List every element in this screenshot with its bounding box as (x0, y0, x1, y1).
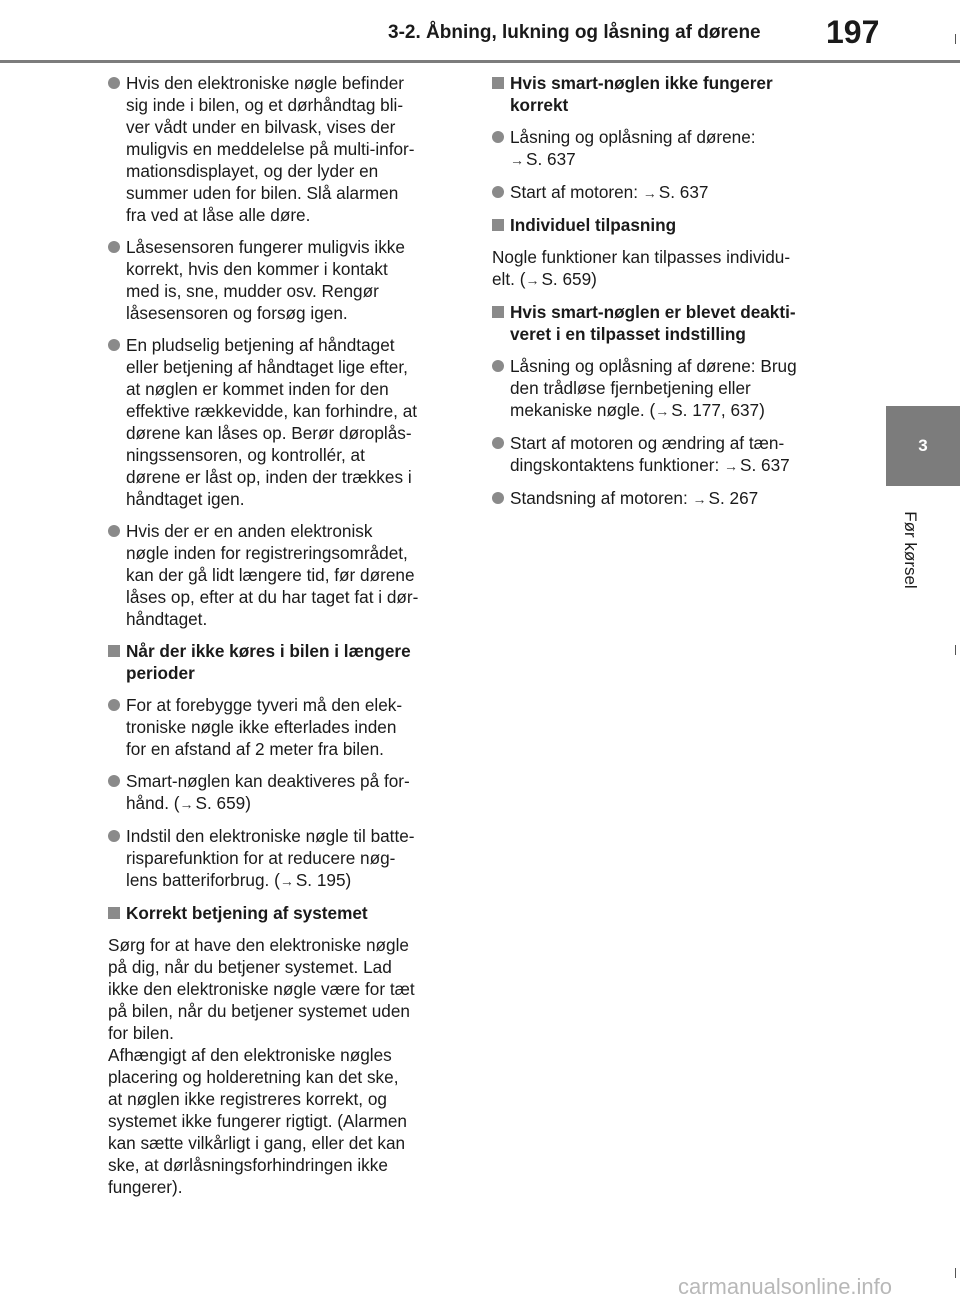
page-reference[interactable]: S. 177, 637) (671, 400, 765, 420)
paragraph-text: Nogle funktioner kan tilpasses individu- elt. ( (492, 247, 791, 289)
list-item (108, 334, 464, 510)
paragraph (492, 246, 844, 291)
arrow-right-icon: → (642, 185, 657, 201)
arrow-right-icon: → (510, 152, 524, 168)
item-text (510, 355, 844, 422)
circle-bullet-icon (108, 775, 120, 787)
item-text (126, 770, 464, 815)
heading-text: Når der ikke køres i bilen i længere perioder (126, 641, 411, 683)
circle-bullet-icon (108, 699, 120, 711)
item-text (510, 432, 844, 477)
page-reference[interactable]: S. 659) (195, 793, 251, 813)
chapter-tab[interactable] (886, 406, 960, 486)
square-bullet-icon (492, 219, 504, 231)
circle-bullet-icon (492, 492, 504, 504)
heading-text: Hvis smart-nøglen er blevet deakti- veret i en tilpasset indstilling (510, 302, 796, 344)
section-heading (492, 301, 844, 345)
item-text-prefix: Start af motoren og ændring af tæn- dingskontaktens funktioner: (510, 433, 785, 475)
list-item (492, 432, 844, 477)
list-item (108, 72, 464, 226)
item-text (126, 825, 464, 892)
circle-bullet-icon (108, 525, 120, 537)
item-text (510, 126, 844, 171)
list-item (492, 181, 844, 204)
item-text (510, 181, 844, 204)
list-item (492, 487, 844, 510)
crop-mark (955, 1268, 956, 1278)
crop-mark (955, 34, 956, 44)
item-text-prefix: Låsning og oplåsning af dørene: Brug den trådløse fjernbetjening eller mekaniske nøgle. ( (510, 356, 797, 420)
list-item (108, 694, 464, 760)
paragraph: Sørg for at have den elektroniske nøgle på dig, når du betjener systemet. Lad ikke den elektroniske nøgle være for tæt på bilen, når du betjener systemet uden for bilen. Afhængigt af den elektroniske nøgles placering og holderetning kan det ske, at nøglen ikke registreres korrekt, og systemet ikke fungerer rigtigt. (Alarmen kan sætte vilkårligt i gang, eller det kan ske, at dørlåsningsforhindringen ikke fungerer). (108, 935, 415, 1197)
square-bullet-icon (108, 645, 120, 657)
list-item (108, 770, 464, 815)
arrow-right-icon: → (179, 796, 194, 812)
page-header (0, 0, 960, 70)
chapter-label: Før kørsel (901, 511, 920, 589)
circle-bullet-icon (492, 186, 504, 198)
header-divider (0, 60, 960, 63)
item-text-prefix: Indstil den elektroniske nøgle til batte- risparefunktion for at reducere nøg- lens batteriforbrug. ( (126, 826, 415, 890)
section-heading (108, 640, 464, 684)
page-reference[interactable]: S. 637 (740, 455, 790, 475)
square-bullet-icon (492, 306, 504, 318)
arrow-right-icon: → (655, 403, 670, 419)
circle-bullet-icon (492, 437, 504, 449)
arrow-right-icon: → (692, 491, 707, 507)
section-heading (492, 214, 844, 236)
page-reference[interactable]: S. 659) (541, 269, 597, 289)
crop-mark (955, 645, 956, 655)
item-text (510, 487, 844, 510)
page-reference[interactable]: S. 637 (526, 149, 576, 169)
heading-text: Individuel tilpasning (510, 215, 677, 235)
page-reference[interactable]: S. 195) (295, 870, 352, 890)
item-text: Hvis der er en anden elektronisk nøgle inden for registreringsområdet, kan der gå lidt længere tid, før dørene låses op, efter at du har taget fat i dør- håndtaget. (126, 521, 419, 629)
item-text-prefix: Start af motoren: (510, 182, 643, 202)
right-column (492, 72, 844, 520)
item-text: For at forebygge tyveri må den elek- troniske nøgle ikke efterlades inden for en afstand af 2 meter fra bilen. (126, 695, 403, 759)
list-item (108, 236, 464, 324)
page-reference[interactable]: S. 637 (658, 182, 709, 202)
item-text-prefix: Låsning og oplåsning af dørene: (510, 127, 756, 147)
circle-bullet-icon (492, 360, 504, 372)
list-item (108, 825, 464, 892)
circle-bullet-icon (108, 830, 120, 842)
circle-bullet-icon (108, 77, 120, 89)
square-bullet-icon (108, 907, 120, 919)
section-title: 3-2. Åbning, lukning og låsning af dørene (388, 22, 761, 43)
heading-text: Hvis smart-nøglen ikke fungerer korrekt (510, 73, 773, 115)
arrow-right-icon: → (525, 272, 540, 288)
item-text: Låsesensoren fungerer muligvis ikke korrekt, hvis den kommer i kontakt med is, sne, mudder osv. Rengør låsesensoren og forsøg igen. (126, 237, 405, 323)
page-reference[interactable]: S. 267 (708, 488, 759, 508)
arrow-right-icon: → (724, 458, 739, 474)
watermark: carmanualsonline.info (678, 1274, 893, 1299)
arrow-right-icon: → (279, 873, 294, 889)
page-number: 197 (826, 14, 880, 50)
section-heading (492, 72, 844, 116)
circle-bullet-icon (108, 241, 120, 253)
circle-bullet-icon (492, 131, 504, 143)
left-column (108, 72, 464, 1208)
square-bullet-icon (492, 77, 504, 89)
item-text-prefix: Standsning af motoren: (510, 488, 693, 508)
heading-text: Korrekt betjening af systemet (126, 903, 368, 923)
item-text: En pludselig betjening af håndtaget eller betjening af håndtaget lige efter, at nøglen er kommet inden for den effektive rækkevidde, kan forhindre, at dørene kan låses op. Berør døroplås- ningssensoren, og kontrollér, at dørene er låst op, inden der trækkes i håndtaget igen. (126, 335, 418, 509)
list-item (492, 355, 844, 422)
circle-bullet-icon (108, 339, 120, 351)
chapter-number: 3 (918, 436, 928, 455)
list-item (492, 126, 844, 171)
item-text: Hvis den elektroniske nøgle befinder sig inde i bilen, og et dørhåndtag bli- ver vådt under en bilvask, vises der muligvis en meddelelse på multi-infor- mationsdisplayet, og der lyder en summer uden for bilen. Slå alarmen fra ved at låse alle døre. (126, 73, 415, 225)
item-text-prefix: Smart-nøglen kan deaktiveres på for- hånd. ( (126, 771, 410, 813)
list-item (108, 520, 464, 630)
section-heading (108, 902, 464, 924)
